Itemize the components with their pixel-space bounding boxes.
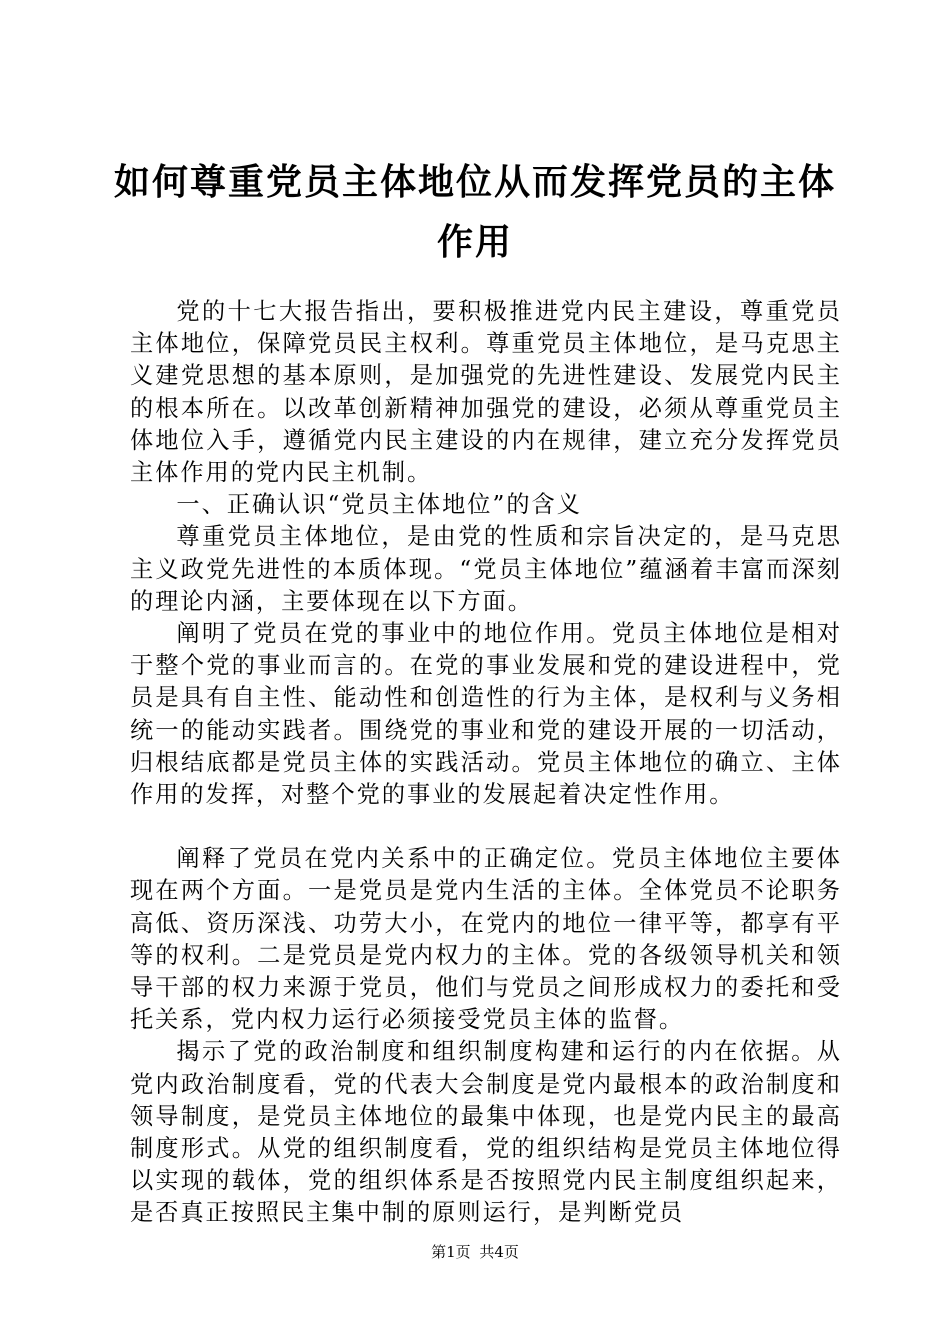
paragraph-role: 阐明了党员在党的事业中的地位作用。党员主体地位是相对于整个党的事业而言的。在党的事业发展和党的建设进程中，党员是具有自主性、能动性和创造性的行为主体，是权利与义务相统一的能动实践者。围绕党的事业和党的建设开展的一切活动，归根结底都是党员主体的实践活动。党员主体地位的确立、主体作用的发挥，对整个党的事业的发展起着决定性作用。: [130, 620, 842, 809]
page-number: 第1页: [431, 1243, 471, 1261]
document-title: 如何尊重党员主体地位从而发挥党员的主体作用: [113, 161, 836, 263]
section-heading: 一、正确认识“党员主体地位”的含义: [176, 491, 582, 519]
paragraph-position: 阐释了党员在党内关系中的正确定位。党员主体地位主要体现在两个方面。一是党员是党内生活的主体。全体党员不论职务高低、资历深浅、功劳大小，在党内的地位一律平等，都享有平等的权利。二是党员是党内权力的主体。党的各级领导机关和领导干部的权力来源于党员，他们与党员之间形成权力的委托和受托关系，党内权力运行必须接受党员主体的监督。: [130, 845, 842, 1034]
paragraph-meaning: 尊重党员主体地位，是由党的性质和宗旨决定的，是马克思主义政党先进性的本质体现。“党员主体地位”蕴涵着丰富而深刻的理论内涵，主要体现在以下方面。: [130, 523, 842, 615]
page-total: 共4页: [479, 1243, 519, 1261]
paragraph-system: 揭示了党的政治制度和组织制度构建和运行的内在依据。从党内政治制度看，党的代表大会制度是党内最根本的政治制度和领导制度，是党员主体地位的最集中体现，也是党内民主的最高制度形式。从党的组织制度看，党的组织结构是党员主体地位得以实现的载体，党的组织体系是否按照党内民主制度组织起来，是否真正按照民主集中制的原则运行，是判断党员: [130, 1038, 842, 1227]
page-footer: [0, 1242, 950, 1262]
paragraph-intro: 党的十七大报告指出，要积极推进党内民主建设，尊重党员主体地位，保障党员民主权利。尊重党员主体地位，是马克思主义建党思想的基本原则，是加强党的先进性建设、发展党内民主的根本所在。以改革创新精神加强党的建设，必须从尊重党员主体地位入手，遵循党内民主建设的内在规律，建立充分发挥党员主体作用的党内民主机制。: [130, 298, 842, 487]
document-body: [130, 296, 842, 1230]
